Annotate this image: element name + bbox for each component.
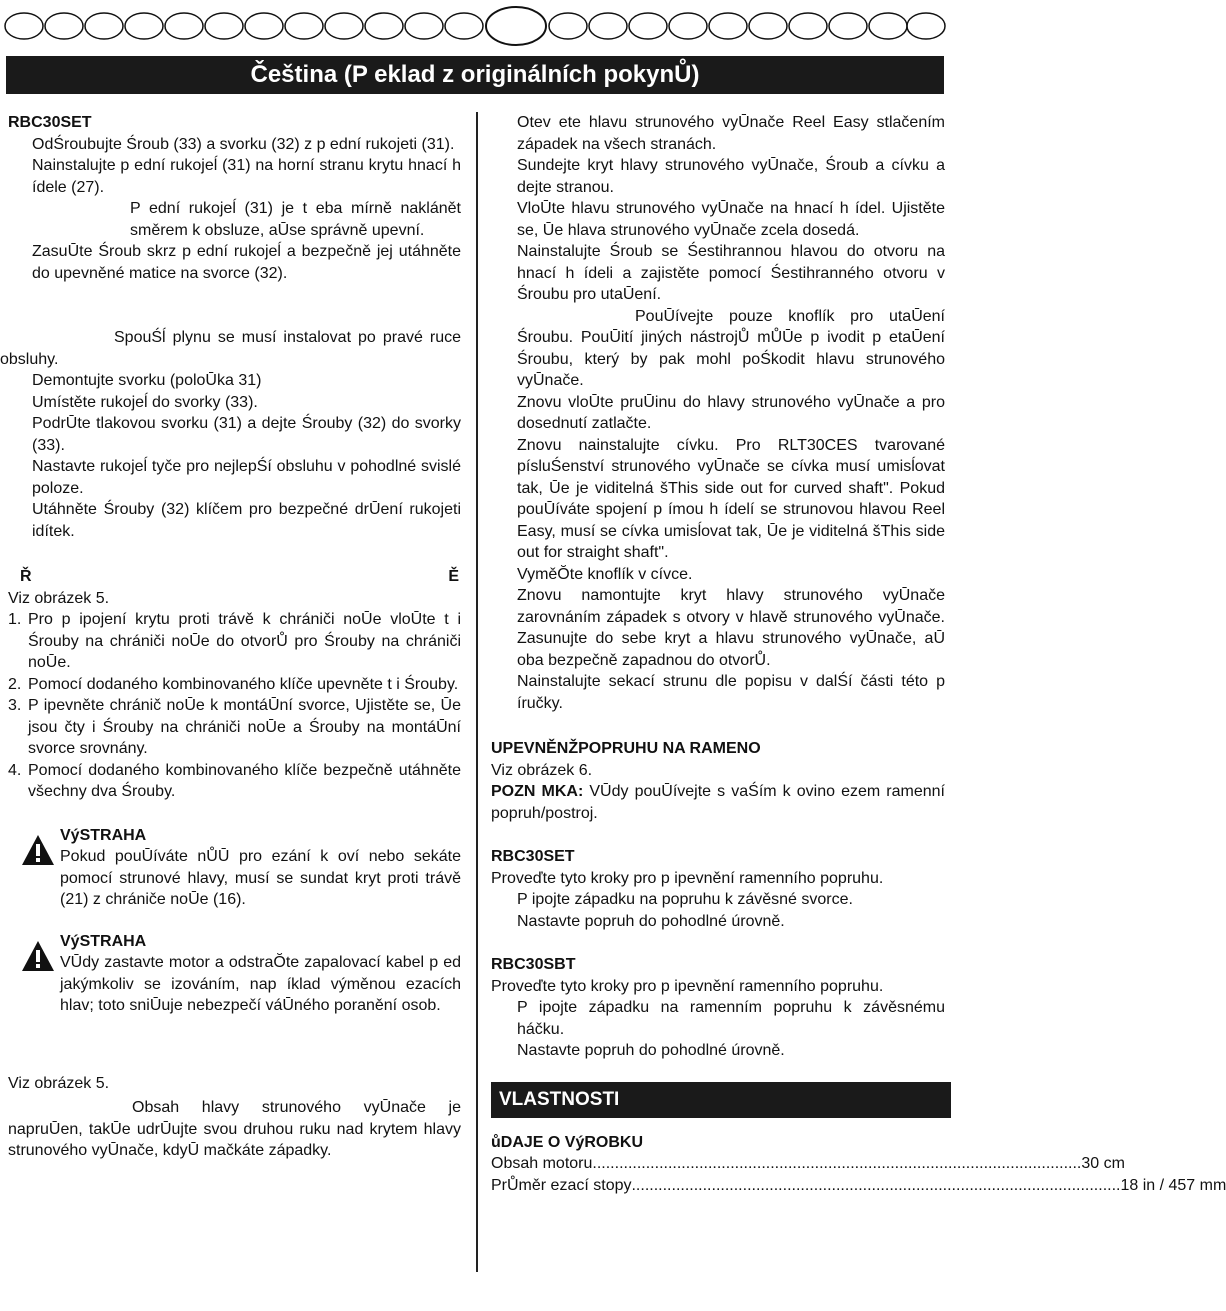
spec-value: 18 in / 457 mm (1120, 1176, 1226, 1194)
warning-text: Pokud pouŪíváte nŮŪ pro ezání k oví nebo sekáte pomocí strunové hlavy, musí se sundat kryt proti trávě (21) z chrániče noŪe (16). (60, 848, 461, 908)
spec-row: Obsah motoru .............................................................................................................. 30 cm (491, 1153, 945, 1175)
paragraph: Proveďte tyto kroky pro p ipevnění ramenního popruhu. (491, 869, 884, 887)
paragraph: Otev ete hlavu strunového vyŪnače Reel Easy stlačením západek na všech stranách. (517, 114, 945, 153)
figure-reference: Viz obrázek 5. (8, 589, 110, 607)
paragraph: PouŪívejte pouze knoflík pro utaŪení Śroubu. PouŪití jiných nástrojŮ mŮŪe p ivodit p etaŪení Śroubu, který by pak mohl poŚkodit hlavu strunového vyŪnače. (517, 307, 945, 389)
section-heading: UPEVNĚNŽPOPRUHU NA RAMENO (491, 740, 761, 757)
heading-right-glyph: Ě (448, 568, 459, 585)
warning-icon (20, 931, 60, 1017)
paragraph: Nastavte popruh do pohodlné úrovně. (517, 912, 785, 930)
paragraph: Znovu namontujte kryt hlavy strunového vyŪnače zarovnáním západek s otvory v hlavě strunového vyŪnače. Zasunujte do sebe kryt a hlavu strunového vyŪnače, aŪ oba bezpečně zapadnou do otvorŮ. (517, 587, 945, 669)
spec-label: PrŮměr ezací stopy (491, 1176, 632, 1194)
paragraph: Nainstalujte p ední rukojeĺ (31) na horní stranu krytu hnací h ídele (27). (32, 157, 461, 196)
list-item: 4. Pomocí dodaného kombinovaného klíče bezpečně utáhněte všechny dva Śrouby. (8, 761, 461, 800)
section-heading: RBC30SET (8, 114, 92, 131)
paragraph: PodrŪte tlakovou svorku (31) a dejte Śrouby (32) do svorky (33). (32, 415, 461, 454)
warning-heading: VýSTRAHA (60, 932, 147, 950)
subsection-heading: ůDAJE O VýROBKU (491, 1133, 644, 1151)
spec-value: 30 cm (1081, 1155, 1125, 1172)
paragraph: P ipojte západku na ramenním popruhu k závěsnému háčku. (517, 999, 945, 1038)
paragraph: Proveďte tyto kroky pro p ipevnění ramenního popruhu. (491, 977, 884, 995)
note-text: VŪdy pouŪívejte s vaŚím k ovino ezem ramenní popruh/postroj. (491, 783, 946, 822)
paragraph: P ipojte západku na popruhu k závěsné svorce. (517, 891, 853, 908)
paragraph: VyměŎte knoflík v cívce. (517, 565, 693, 583)
figure-reference: Viz obrázek 5. (8, 1074, 110, 1092)
paragraph: OdŚroubujte Śroub (33) a svorku (32) z p ední rukojeti (31). (32, 135, 455, 153)
warning-text: VŪdy zastavte motor a odstraŎte zapalovací kabel p ed jakýmkoliv se izováním, nap íklad výměnou ezacích hlav; toto sniŪuje nebezpečí váŪného poranění osob. (60, 954, 461, 1014)
section-heading (8, 566, 461, 588)
warning-box (20, 825, 461, 911)
section-heading: RBC30SBT (491, 956, 576, 973)
spec-label: Obsah motoru (491, 1155, 593, 1172)
figure-reference: Viz obrázek 6. (491, 761, 593, 779)
paragraph: Nainstalujte sekací strunu dle popisu v dalŚí části této p íručky. (517, 673, 945, 712)
paragraph: ZasuŪte Śroub skrz p ední rukojeĺ a bezpečně jej utáhněte do upevněné matice na svorce (32). (32, 243, 461, 282)
section-heading: RBC30SET (491, 848, 575, 865)
warning-icon (20, 825, 60, 911)
right-column (491, 112, 1226, 1196)
left-column (0, 112, 461, 1162)
column-divider (476, 112, 478, 1272)
page-title: Čeština (P eklad z originálních pokynŮ) (6, 56, 944, 94)
paragraph: Utáhněte Śrouby (32) klíčem pro bezpečné drŪení rukojeti idítek. (32, 501, 461, 540)
spec-row: PrŮměr ezací stopy .............................................................................................................. 18 in / 457 mm (491, 1175, 945, 1197)
paragraph: SpouŚĺ plynu se musí instalovat po pravé ruce obsluhy. (0, 329, 461, 368)
list-item: 3. P ipevněte chránič noŪe k montáŪní svorce, Ujistěte se, Ūe jsou čty i Śrouby na chrániči noŪe a Śrouby na montáŪní svorce srovnány. (8, 697, 461, 757)
heading-left-glyph: Ř (20, 568, 32, 585)
paragraph: P ední rukojeĺ (31) je t eba mírně naklánět směrem k obsluze, aŪse správně upevní. (130, 200, 461, 239)
paragraph: Umístěte rukojeĺ do svorky (33). (32, 393, 258, 411)
note-label: POZN MKA: (491, 783, 584, 800)
list-item: 2. Pomocí dodaného kombinovaného klíče upevněte t i Śrouby. (8, 675, 459, 693)
paragraph: Nastavte popruh do pohodlné úrovně. (517, 1042, 785, 1059)
paragraph: Nastavte rukojeĺ tyče pro nejlepŚí obsluhu v pohodlné svislé poloze. (32, 458, 461, 497)
list-item: 1. Pro p ipojení krytu proti trávě k chrániči noŪe vloŪte t i Śrouby na chrániči noŪe do otvorŮ pro Śrouby na chrániči noŪe. (8, 611, 461, 671)
note (491, 781, 945, 824)
paragraph: Demontujte svorku (poloŪka 31) (32, 372, 262, 389)
paragraph: VloŪte hlavu strunového vyŪnače na hnací h ídel. Ujistěte se, Ūe hlava strunového vyŪnače zcela dosedá. (517, 200, 945, 239)
paragraph: Obsah hlavy strunového vyŪnače je napruŪen, takŪe udrŪujte svou druhou ruku nad krytem hlavy strunového vyŪnače, kdyŪ mačkáte západky. (8, 1099, 461, 1159)
warning-box (20, 931, 461, 1017)
paragraph: Znovu nainstalujte cívku. Pro RLT30CES tvarované písluŚenství strunového vyŪnače se cívka musí umisĺovat tak, Ūe je viditelná šThis side out for curved shaft". Pokud pouŪíváte spojení p ímou h ídelí se strunovou hlavou Reel Easy, musí se cívka umisĺovat tak, Ūe je viditelná šThis side out for straight shaft". (517, 436, 945, 561)
warning-heading: VýSTRAHA (60, 826, 147, 844)
section-banner: VLASTNOSTI (491, 1082, 951, 1118)
paragraph: Znovu vloŪte pruŪinu do hlavy strunového vyŪnače a pro dosednutí zatlačte. (517, 393, 945, 432)
header-oval-decoration (0, 6, 950, 46)
paragraph: Sundejte kryt hlavy strunového vyŪnače, Śroub a cívku a dejte stranou. (517, 157, 945, 196)
paragraph: Nainstalujte Śroub se Śestihrannou hlavou do otvoru na hnací h ídeli a zajistěte pomocí Śestihranného otvoru v Śroubu pro utaŪení. (517, 243, 945, 303)
